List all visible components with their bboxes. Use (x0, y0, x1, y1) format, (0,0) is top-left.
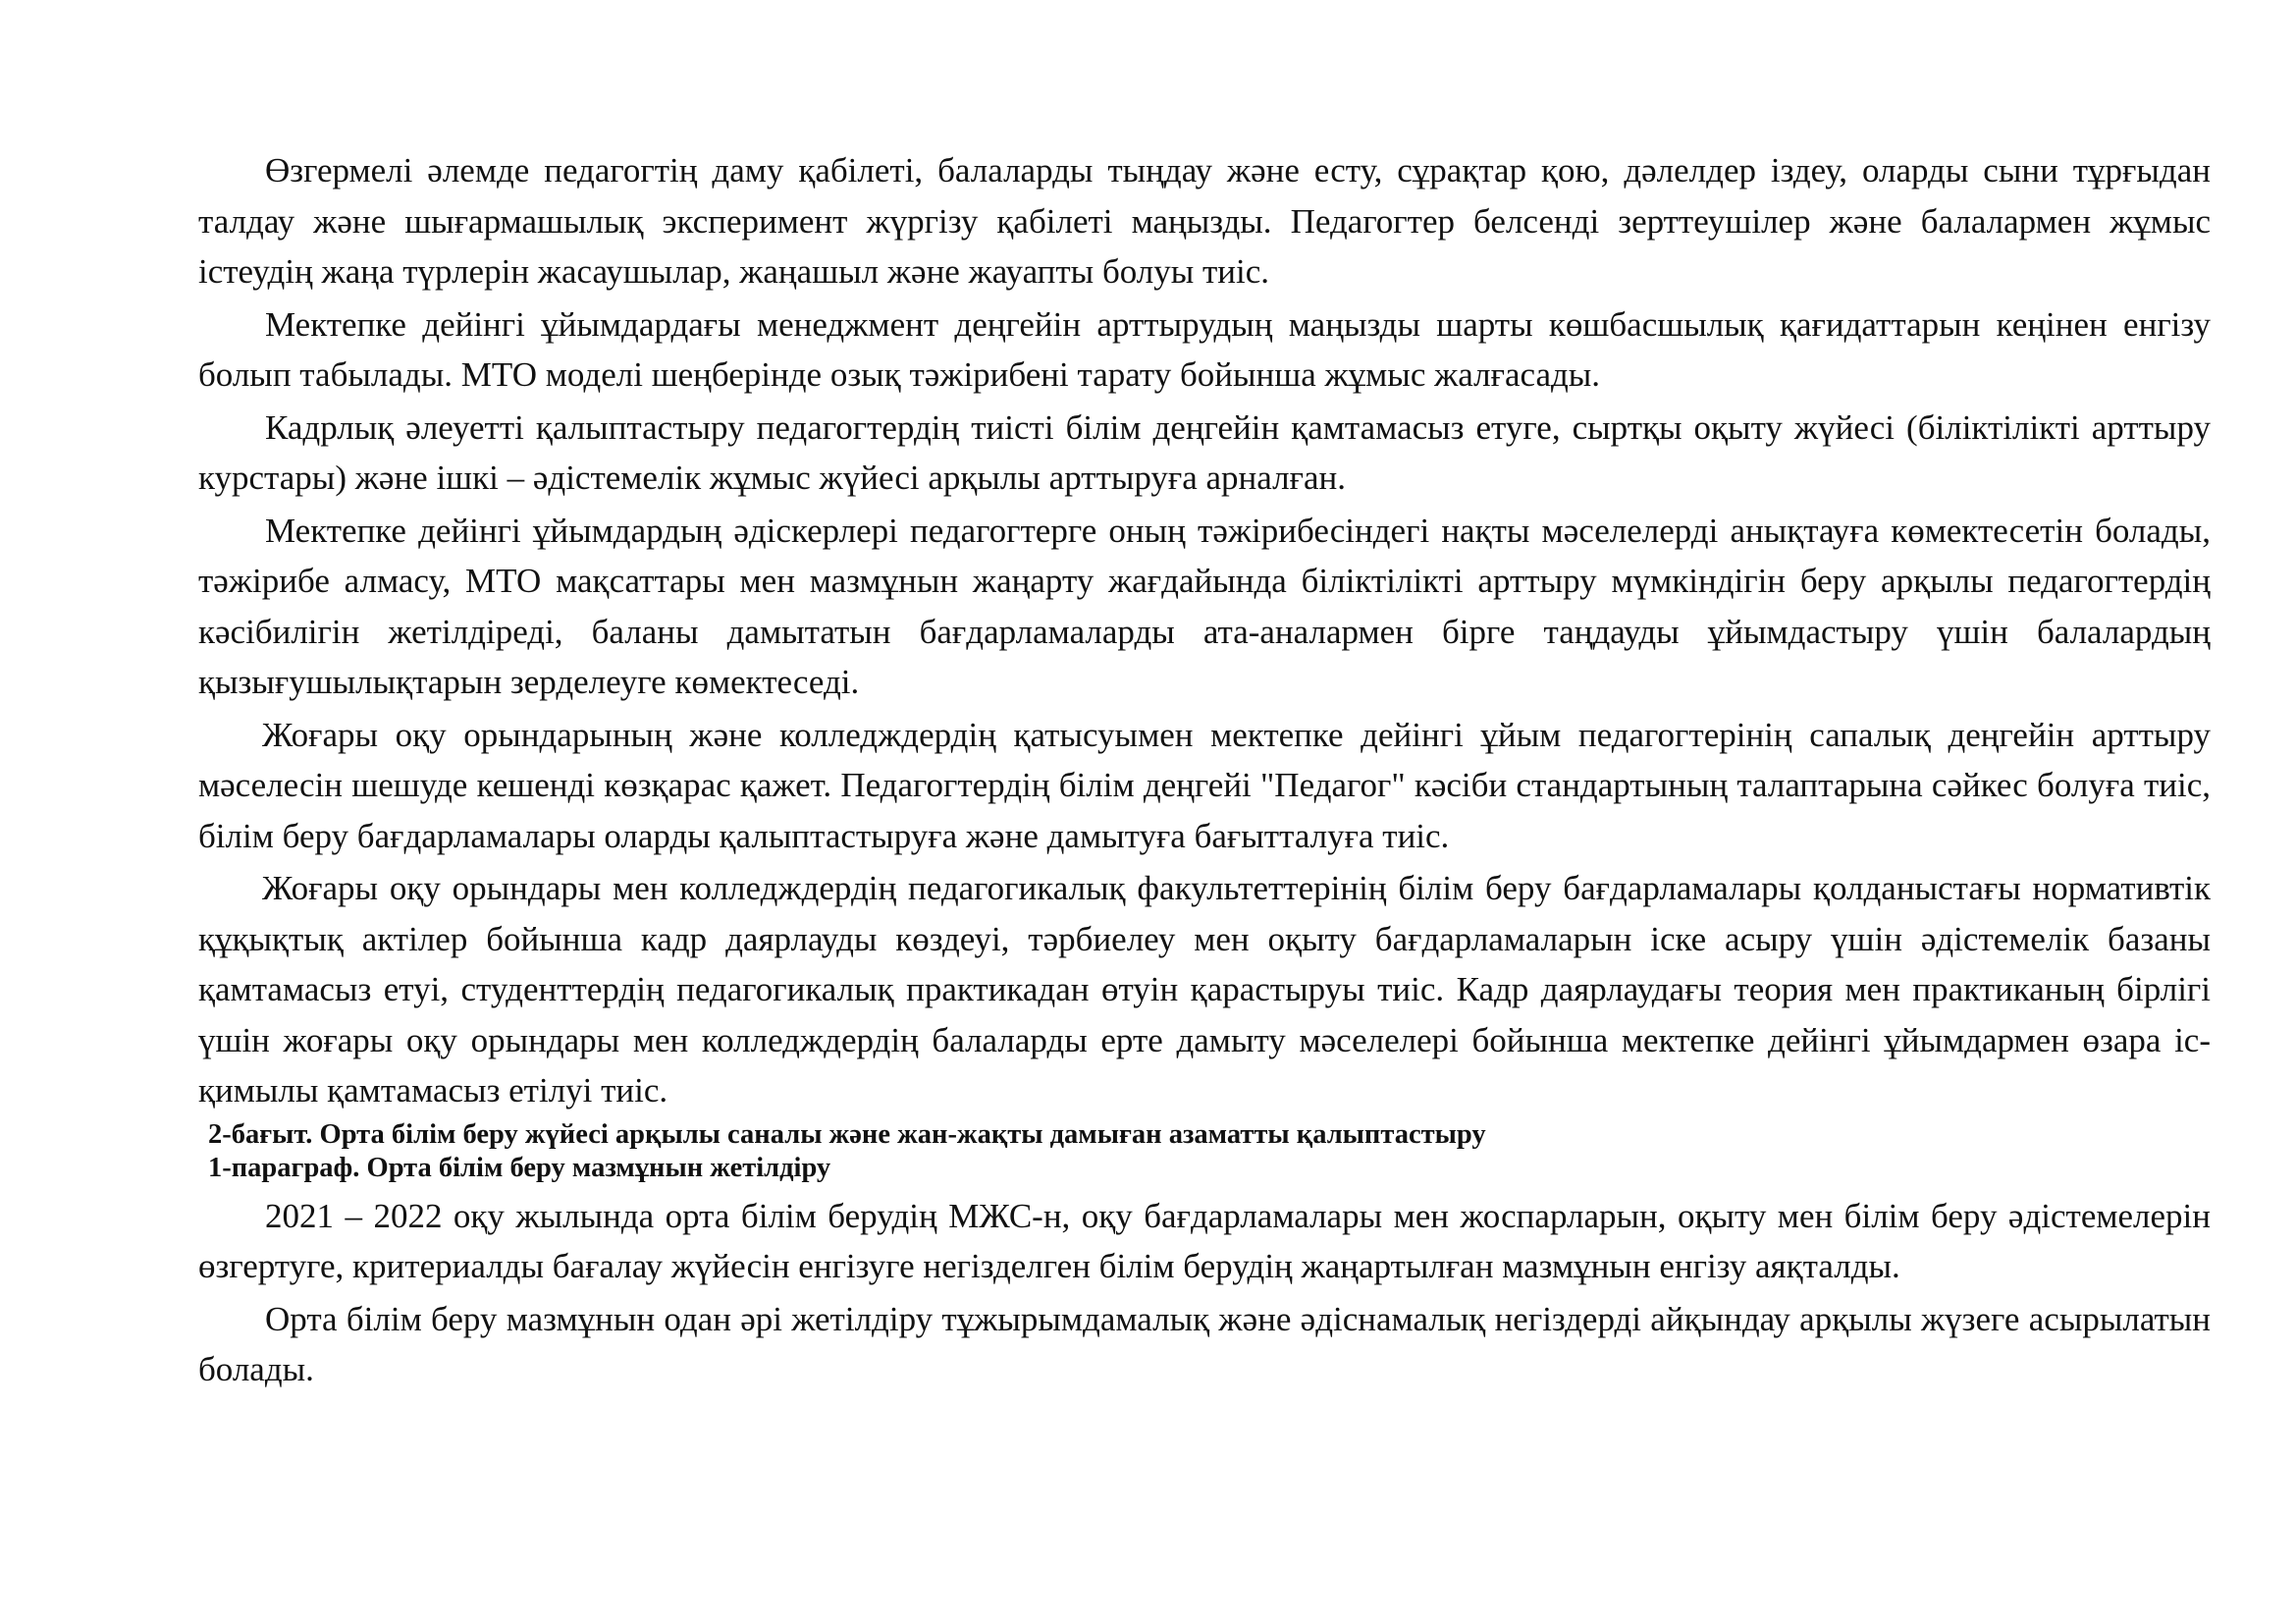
paragraph-educational-programs: Жоғары оқу орындары мен колледждердің педагогикалық факультеттерінің білім беру бағдарламалары қолданыстағы нормативтік құқықтық актілер бойынша кадр даярлауды көздеуі, тәрбиелеу мен оқыту бағдарламаларын іске асыру үшін әдістемелік базаны қамтамасыз етуі, студенттердің педагогикалық практикадан өтуін қарастыруы тиіс. Кадр даярлаудағы теория мен практиканың бірлігі үшін жоғары оқу орындары мен колледждердің балаларды ерте дамыту мәселелері бойынша мектепке дейінгі ұйымдармен өзара іс-қимылы қамтамасыз етілуі тиіс. (198, 869, 2211, 1110)
paragraph-management-level: Мектепке дейінгі ұйымдардағы менеджмент деңгейін арттырудың маңызды шарты көшбасшылық қағидаттарын кеңінен енгізу болып табылады. МТО моделі шеңберінде озық тәжірибені тарату бойынша жұмыс жалғасады. (198, 304, 2211, 394)
paragraph-universities-colleges: Жоғары оқу орындарының және колледждердің қатысуымен мектепке дейінгі ұйым педагогтерінің сапалық деңгейін арттыру мәселесін шешуде кешенді көзқарас қажет. Педагогтердің білім деңгейі "Педагог" кәсіби стандартының талаптарына сәйкес болуға тиіс, білім беру бағдарламалары оларды қалыптастыруға және дамытуға бағытталуға тиіс. (198, 715, 2211, 855)
paragraph-teacher-abilities: Өзгермелі әлемде педагогтің даму қабілеті, балаларды тыңдау және есту, сұрақтар қою, дәлелдер іздеу, оларды сыни тұрғыдан талдау және шығармашылық эксперимент жүргізу қабілеті маңызды. Педагогтер белсенді зерттеушілер және балалармен жұмыс істеудің жаңа түрлерін жасаушылар, жаңашыл және жауапты болуы тиіс. (198, 151, 2211, 291)
paragraph-further-improvement: Орта білім беру мазмұнын одан әрі жетілдіру тұжырымдамалық және әдіснамалық негіздерді айқындау арқылы жүзеге асырылатын болады. (198, 1299, 2211, 1388)
paragraph-heading: 1-параграф. Орта білім беру мазмұнын жетілдіру (208, 1152, 831, 1183)
direction-heading: 2-бағыт. Орта білім беру жүйесі арқылы саналы және жан-жақты дамыған азаматты қалыптастыру (208, 1118, 1486, 1150)
document-page (198, 145, 2211, 1397)
paragraph-updated-content: 2021 – 2022 оқу жылында орта білім берудің МЖС-н, оқу бағдарламалары мен жоспарларын, оқыту мен білім беру әдістемелерін өзгертуге, критериалды бағалау жүйесін енгізуге негізделген білім берудің жаңартылған мазмұнын енгізу аяқталды. (198, 1196, 2211, 1285)
paragraph-staff-potential: Кадрлық әлеуетті қалыптастыру педагогтердің тиісті білім деңгейін қамтамасыз етуге, сыртқы оқыту жүйесі (біліктілікті арттыру курстары) және ішкі – әдістемелік жұмыс жүйесі арқылы арттыруға арналған. (198, 407, 2211, 497)
paragraph-methodologists: Мектепке дейінгі ұйымдардың әдіскерлері педагогтерге оның тәжірибесіндегі нақты мәселелерді анықтауға көмектесетін болады, тәжірибе алмасу, МТО мақсаттары мен мазмұнын жаңарту жағдайында біліктілікті арттыру мүмкіндігін беру арқылы педагогтердің кәсібилігін жетілдіреді, баланы дамытатын бағдарламаларды ата-аналармен бірге таңдауды ұйымдастыру үшін балалардың қызығушылықтарын зерделеуге көмектеседі. (198, 511, 2211, 701)
